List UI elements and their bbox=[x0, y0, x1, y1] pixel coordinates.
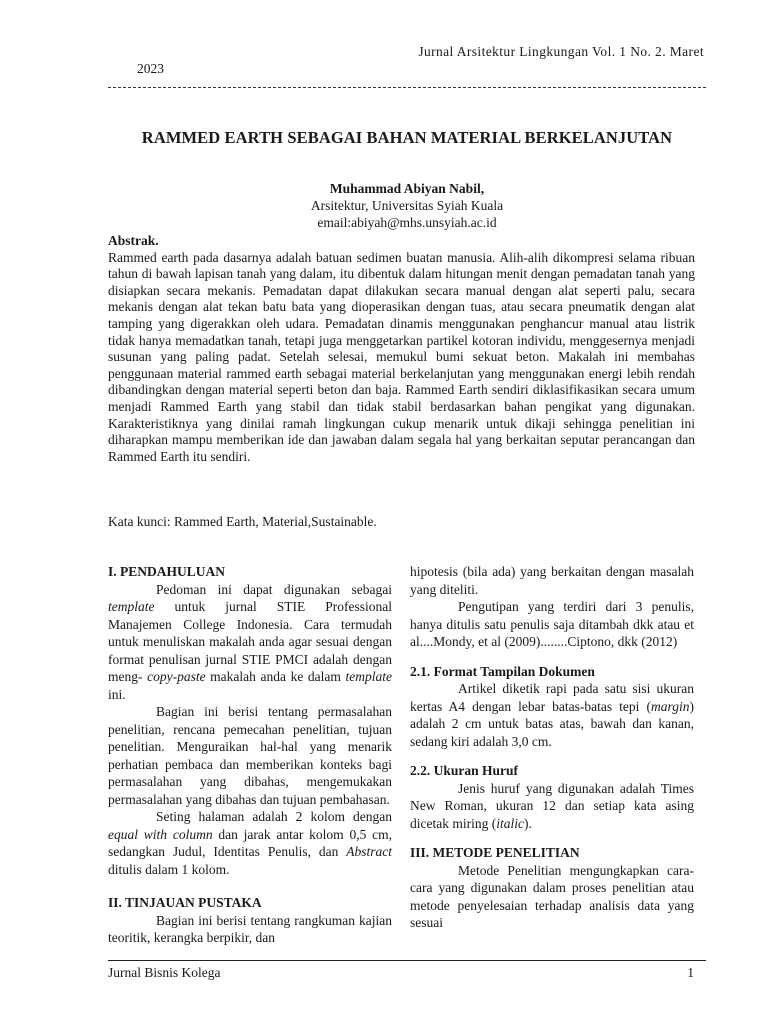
section-heading-literature-review: II. TINJAUAN PUSTAKA bbox=[108, 895, 262, 910]
author-email: email:abiyah@mhs.unsyiah.ac.id bbox=[317, 215, 497, 230]
footer-divider bbox=[108, 960, 706, 961]
section-heading-document-format: 2.1. Format Tampilan Dokumen bbox=[410, 663, 595, 679]
abstract-body: Rammed earth pada dasarnya adalah batuan sedimen buatan manusia. Alih-alih dikompresi selama ribuan tahun di bawah lapisan tanah yang dalam, itu dibentuk dalam hitungan menit dengan pemadatan tanah yang disiapkan secara mekanis. Pemadatan dapat dilakukan secara manual dengan alat seperti palu, secara mekanis dengan alat tekan batu bata yang dioperasikan dengan tuas, atau secara pneumatik dengan alat tamping yang digerakkan oleh udara. Pemadatan dinamis menggunakan penghancur manual atau listrik tidak hanya memadatkan tanah, tetapi juga menggetarkan partikel kotoran individu, menggesernya menjadi susunan yang paling padat. Setelah selesai, memukul bumi sekuat beton. Makalah ini membahas penggunaan material rammed earth sebagai material berkelanjutan yang menggunakan energi lebih rendah dibandingkan dengan material seperti beton dan baja. Rammed Earth sendiri diklasifikasikan secara umum menjadi Rammed Earth yang stabil dan tidak stabil berdasarkan bahan pengikat yang digunakan. Karakteristiknya yang dinilai ramah lingkungan cukup menarik untuk dikaji sehingga penelitian ini diharapkan mampu memberikan ide dan jawaban dalam segala hal yang berkaitan seputar perancangan dan Rammed Earth itu sendiri. bbox=[108, 249, 695, 464]
author-block bbox=[108, 180, 706, 231]
header-divider bbox=[108, 87, 706, 88]
right-column bbox=[410, 563, 694, 932]
paragraph: Bagian ini berisi tentang permasalahan penelitian, rencana pemecahan penelitian, tujuan penelitian. Menguraikan hal-hal yang menarik perhatian pembaca dan memberikan konteks bagi permasalahan yang dibahas, mengemukakan permasalahan yang dibahas dan tujuan pembahasan. bbox=[108, 704, 392, 807]
section-heading-methods: III. METODE PENELITIAN bbox=[410, 845, 580, 860]
author-affiliation: Arsitektur, Universitas Syiah Kuala bbox=[310, 198, 504, 213]
paragraph: Pengutipan yang terdiri dari 3 penulis, hanya ditulis satu penulis saja ditambah dkk atau et al....Mondy, et al (2009)........Ciptono, dkk (2012) bbox=[410, 599, 694, 649]
running-header-year: 2023 bbox=[137, 61, 164, 76]
left-column bbox=[108, 563, 392, 947]
paragraph: Artikel diketik rapi pada satu sisi ukuran kertas A4 dengan lebar batas-batas tepi (margin) adalah 2 cm untuk batas atas, bawah dan kanan, sedang kiri adalah 3,0 cm. bbox=[410, 681, 694, 749]
author-name: Muhammad Abiyan Nabil, bbox=[329, 181, 485, 196]
paper-title: RAMMED EARTH SEBAGAI BAHAN MATERIAL BERKELANJUTAN bbox=[141, 128, 673, 147]
paragraph: Seting halaman adalah 2 kolom dengan equal with column dan jarak antar kolom 0,5 cm, sedangkan Judul, Identitas Penulis, dan Abstract ditulis dalam 1 kolom. bbox=[108, 809, 392, 877]
paragraph: Jenis huruf yang digunakan adalah Times New Roman, ukuran 12 dan setiap kata asing dicetak miring (italic). bbox=[410, 780, 694, 831]
keywords: Kata kunci: Rammed Earth, Material,Sustainable. bbox=[108, 514, 377, 529]
page-number: 1 bbox=[687, 965, 694, 980]
paragraph: Pedoman ini dapat digunakan sebagai template untuk jurnal STIE Professional Manajemen College Indonesia. Cara termudah untuk menuliskan makalah anda agar sesuai dengan format penulisan jurnal STIE PMCI adalah dengan meng- copy-paste makalah anda ke dalam template ini. bbox=[108, 581, 392, 702]
paragraph: Bagian ini berisi tentang rangkuman kajian teoritik, kerangka berpikir, dan bbox=[108, 912, 392, 945]
footer-journal-name: Jurnal Bisnis Kolega bbox=[108, 965, 221, 980]
paragraph: hipotesis (bila ada) yang berkaitan dengan masalah yang diteliti. bbox=[410, 564, 694, 597]
running-header: Jurnal Arsitektur Lingkungan Vol. 1 No. 2. Maret bbox=[418, 44, 704, 59]
abstract bbox=[108, 233, 695, 465]
abstract-heading: Abstrak. bbox=[108, 233, 159, 248]
section-heading-font-size: 2.2. Ukuran Huruf bbox=[410, 763, 519, 778]
section-heading-introduction: I. PENDAHULUAN bbox=[108, 564, 226, 579]
paragraph: Metode Penelitian mengungkapkan cara-cara yang digunakan dalam proses penelitian atau metode penyelesaian terhadap analisis data yang sesuai bbox=[410, 862, 694, 930]
